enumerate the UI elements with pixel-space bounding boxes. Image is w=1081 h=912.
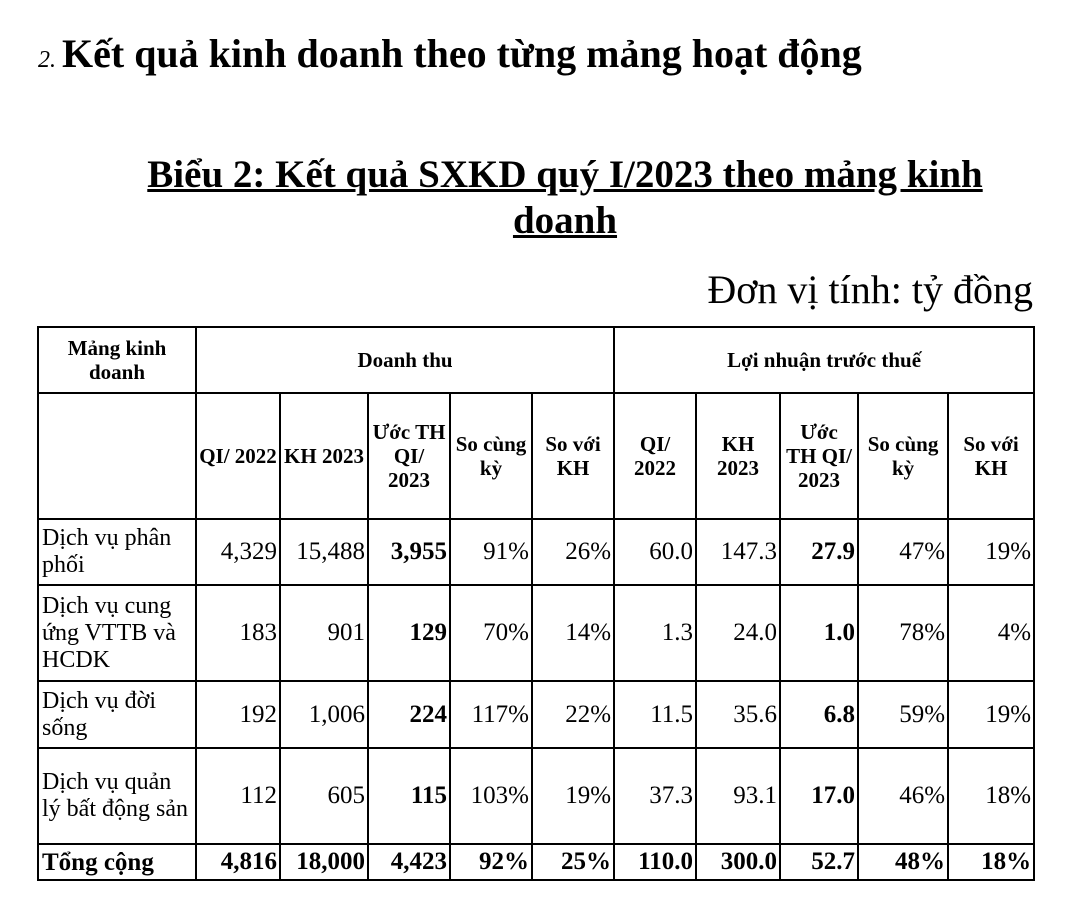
unit-label: Đơn vị tính: tỷ đồng xyxy=(707,267,1033,312)
blank-header xyxy=(38,393,196,519)
table-row xyxy=(38,681,1034,748)
total-row xyxy=(38,844,1034,880)
cell: 4,329 xyxy=(196,519,280,585)
section-number: 2. xyxy=(38,47,56,73)
rev-so-voi-kh-header: So với KH xyxy=(532,393,614,519)
profit-kh-2023-header: KH 2023 xyxy=(696,393,780,519)
cell: 147.3 xyxy=(696,519,780,585)
table-row xyxy=(38,519,1034,585)
rev-qi-2022-header: QI/ 2022 xyxy=(196,393,280,519)
cell: 112 xyxy=(196,748,280,844)
cell: 6.8 xyxy=(780,681,858,748)
cell: 37.3 xyxy=(614,748,696,844)
cell: 18% xyxy=(948,844,1034,880)
section-heading-text: Kết quả kinh doanh theo từng mảng hoạt động xyxy=(62,31,862,76)
segment-header: Mảng kinh doanh xyxy=(38,327,196,393)
cell: 4,423 xyxy=(368,844,450,880)
cell: 59% xyxy=(858,681,948,748)
table-row xyxy=(38,585,1034,681)
row-label: Dịch vụ cung ứng VTTB và HCDK xyxy=(38,585,196,681)
cell: 48% xyxy=(858,844,948,880)
cell: 103% xyxy=(450,748,532,844)
cell: 26% xyxy=(532,519,614,585)
cell: 52.7 xyxy=(780,844,858,880)
rev-so-cung-ky-header: So cùng kỳ xyxy=(450,393,532,519)
cell: 605 xyxy=(280,748,368,844)
cell: 35.6 xyxy=(696,681,780,748)
cell: 18,000 xyxy=(280,844,368,880)
cell: 93.1 xyxy=(696,748,780,844)
cell: 117% xyxy=(450,681,532,748)
cell: 91% xyxy=(450,519,532,585)
cell: 192 xyxy=(196,681,280,748)
cell: 24.0 xyxy=(696,585,780,681)
header-row-1 xyxy=(38,327,1034,393)
cell: 4% xyxy=(948,585,1034,681)
revenue-header: Doanh thu xyxy=(196,327,614,393)
cell: 92% xyxy=(450,844,532,880)
profit-uoc-th-header: Ước TH QI/ 2023 xyxy=(780,393,858,519)
rev-uoc-th-header: Ước TH QI/ 2023 xyxy=(368,393,450,519)
cell: 129 xyxy=(368,585,450,681)
total-label: Tổng cộng xyxy=(38,844,196,880)
cell: 3,955 xyxy=(368,519,450,585)
cell: 1.3 xyxy=(614,585,696,681)
cell: 4,816 xyxy=(196,844,280,880)
row-label: Dịch vụ đời sống xyxy=(38,681,196,748)
cell: 1.0 xyxy=(780,585,858,681)
profit-so-cung-ky-header: So cùng kỳ xyxy=(858,393,948,519)
cell: 19% xyxy=(948,681,1034,748)
cell: 11.5 xyxy=(614,681,696,748)
cell: 1,006 xyxy=(280,681,368,748)
cell: 27.9 xyxy=(780,519,858,585)
row-label: Dịch vụ phân phối xyxy=(38,519,196,585)
row-label: Dịch vụ quản lý bất động sản xyxy=(38,748,196,844)
cell: 115 xyxy=(368,748,450,844)
cell: 46% xyxy=(858,748,948,844)
section-heading xyxy=(38,30,862,77)
table-title: Biểu 2: Kết quả SXKD quý I/2023 theo mảng kinh doanh xyxy=(147,153,983,242)
rev-kh-2023-header: KH 2023 xyxy=(280,393,368,519)
cell: 25% xyxy=(532,844,614,880)
cell: 14% xyxy=(532,585,614,681)
cell: 224 xyxy=(368,681,450,748)
cell: 183 xyxy=(196,585,280,681)
cell: 19% xyxy=(532,748,614,844)
cell: 22% xyxy=(532,681,614,748)
cell: 78% xyxy=(858,585,948,681)
cell: 17.0 xyxy=(780,748,858,844)
cell: 300.0 xyxy=(696,844,780,880)
cell: 60.0 xyxy=(614,519,696,585)
profit-so-voi-kh-header: So với KH xyxy=(948,393,1034,519)
cell: 901 xyxy=(280,585,368,681)
cell: 15,488 xyxy=(280,519,368,585)
cell: 19% xyxy=(948,519,1034,585)
cell: 70% xyxy=(450,585,532,681)
cell: 18% xyxy=(948,748,1034,844)
profit-qi-2022-header: QI/ 2022 xyxy=(614,393,696,519)
profit-header: Lợi nhuận trước thuế xyxy=(614,327,1034,393)
header-row-2 xyxy=(38,393,1034,519)
cell: 47% xyxy=(858,519,948,585)
results-table xyxy=(37,326,1035,881)
table-row xyxy=(38,748,1034,844)
cell: 110.0 xyxy=(614,844,696,880)
